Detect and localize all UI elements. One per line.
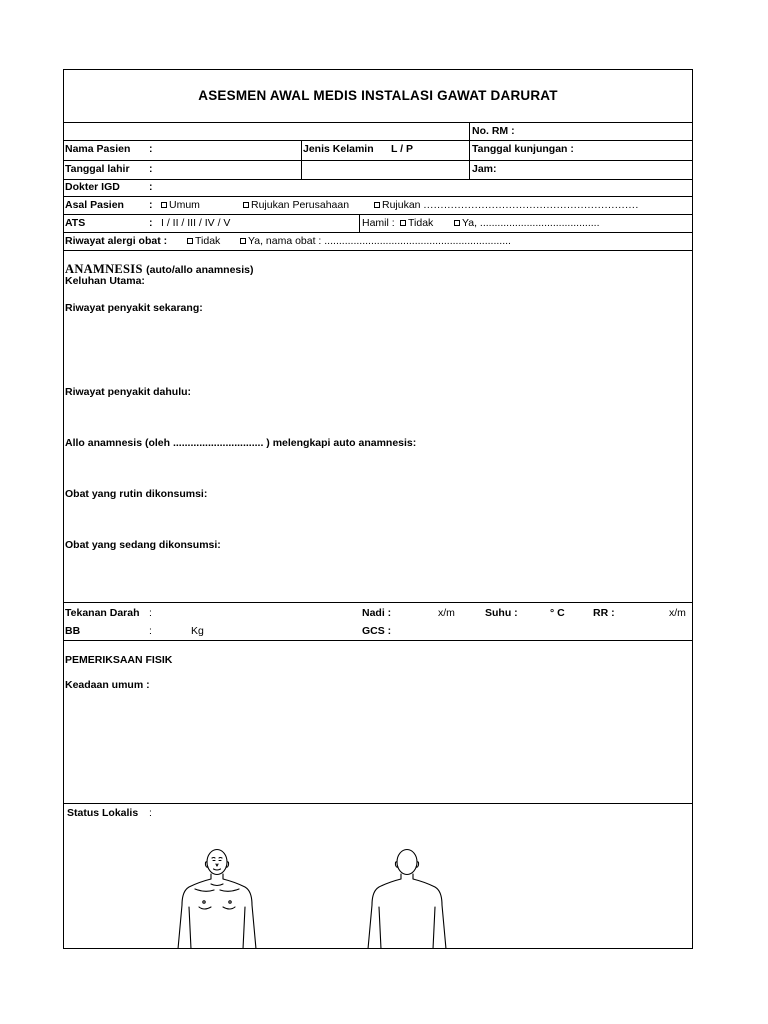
- divider: [63, 140, 693, 141]
- body-front-figure[interactable]: [171, 847, 263, 949]
- option-label: Rujukan Perusahaan: [251, 199, 350, 211]
- colon: :: [149, 181, 153, 193]
- divider: [63, 250, 693, 251]
- option-label: Ya, .........................................: [462, 217, 600, 229]
- jam-label: Jam:: [472, 163, 497, 175]
- option-hamil-tidak[interactable]: [400, 217, 433, 229]
- divider: [63, 160, 693, 161]
- rr-unit: x/m: [669, 607, 686, 619]
- nadi-label: Nadi :: [362, 607, 392, 619]
- option-hamil-ya[interactable]: [454, 217, 600, 229]
- colon: :: [149, 199, 153, 211]
- allo-anamnesis-label: Allo anamnesis (oleh ............................... ) melengkapi auto anamnesis:: [65, 437, 417, 449]
- divider: [359, 214, 360, 232]
- tanggal-lahir-label: Tanggal lahir: [65, 163, 130, 175]
- divider: [63, 214, 693, 215]
- divider: [63, 803, 693, 804]
- divider: [301, 140, 302, 179]
- divider: [63, 232, 693, 233]
- nama-pasien-label: Nama Pasien: [65, 143, 131, 155]
- ats-label: ATS: [65, 217, 86, 229]
- option-label: Tidak: [408, 217, 434, 229]
- jenis-kelamin-label: Jenis Kelamin: [303, 143, 374, 155]
- tekanan-darah-label: Tekanan Darah: [65, 607, 140, 619]
- ats-options: I / II / III / IV / V: [161, 217, 231, 229]
- riwayat-sekarang-label: Riwayat penyakit sekarang:: [65, 302, 203, 314]
- hamil-label: Hamil :: [362, 217, 395, 229]
- divider: [63, 179, 693, 180]
- obat-rutin-label: Obat yang rutin dikonsumsi:: [65, 488, 208, 500]
- checkbox-icon[interactable]: [243, 202, 249, 208]
- checkbox-icon[interactable]: [400, 220, 406, 226]
- option-rujukan[interactable]: [374, 199, 639, 211]
- anamnesis-subtitle: (auto/allo anamnesis): [146, 264, 254, 276]
- option-label: Rujukan: [382, 199, 421, 211]
- divider: [63, 196, 693, 197]
- colon: :: [149, 143, 153, 155]
- bb-label: BB: [65, 625, 81, 637]
- checkbox-icon[interactable]: [374, 202, 380, 208]
- colon: :: [149, 807, 152, 819]
- form-title: ASESMEN AWAL MEDIS INSTALASI GAWAT DARURAT: [198, 88, 558, 103]
- divider: [469, 122, 470, 179]
- option-rujukan-perusahaan[interactable]: [243, 199, 349, 211]
- rujukan-fill-line: ...............................................................: [423, 199, 639, 211]
- suhu-unit: ° C: [550, 607, 565, 619]
- divider: [63, 602, 693, 603]
- pemeriksaan-fisik-heading: PEMERIKSAAN FISIK: [65, 654, 173, 666]
- option-label: Umum: [169, 199, 200, 211]
- asal-pasien-label: Asal Pasien: [65, 199, 124, 211]
- status-lokalis-label: Status Lokalis: [67, 807, 139, 819]
- checkbox-icon[interactable]: [454, 220, 460, 226]
- keluhan-utama-label: Keluhan Utama:: [65, 275, 145, 287]
- keadaan-umum-label: Keadaan umum :: [65, 679, 150, 691]
- colon: :: [149, 163, 153, 175]
- checkbox-icon[interactable]: [240, 238, 246, 244]
- option-umum[interactable]: [161, 199, 200, 211]
- suhu-label: Suhu :: [485, 607, 518, 619]
- rr-label: RR :: [593, 607, 615, 619]
- option-label: Ya, nama obat : ................................................................: [248, 235, 511, 247]
- nadi-unit: x/m: [438, 607, 455, 619]
- riwayat-alergi-label: Riwayat alergi obat :: [65, 235, 168, 247]
- obat-sedang-label: Obat yang sedang dikonsumsi:: [65, 539, 221, 551]
- divider: [63, 122, 693, 123]
- checkbox-icon[interactable]: [161, 202, 167, 208]
- option-alergi-ya[interactable]: [240, 235, 511, 247]
- option-alergi-tidak[interactable]: [187, 235, 220, 247]
- colon: :: [149, 625, 152, 637]
- anamnesis-title: ANAMNESIS: [65, 262, 143, 276]
- checkbox-icon[interactable]: [187, 238, 193, 244]
- lp-options: L / P: [391, 143, 413, 155]
- body-back-figure[interactable]: [361, 847, 453, 949]
- colon: :: [149, 607, 152, 619]
- gcs-label: GCS :: [362, 625, 392, 637]
- no-rm-label: No. RM :: [472, 125, 515, 137]
- dokter-igd-label: Dokter IGD: [65, 181, 120, 193]
- colon: :: [149, 217, 153, 229]
- option-label: Tidak: [195, 235, 221, 247]
- riwayat-dahulu-label: Riwayat penyakit dahulu:: [65, 386, 192, 398]
- assessment-form: [63, 69, 693, 949]
- tanggal-kunjungan-label: Tanggal kunjungan :: [472, 143, 574, 155]
- bb-unit: Kg: [191, 625, 204, 637]
- divider: [63, 640, 693, 641]
